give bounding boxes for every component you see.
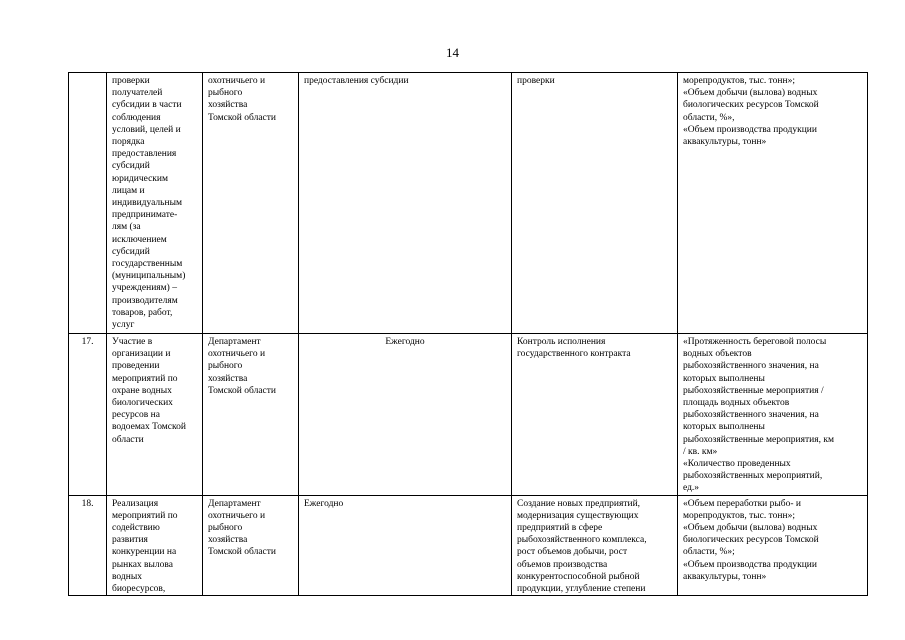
cell-text-line: Создание новых предприятий, xyxy=(517,498,641,509)
cell-text-line: которых выполнены xyxy=(683,422,765,433)
table-row xyxy=(69,495,868,596)
cell-text-line: (муниципальным) xyxy=(112,271,186,282)
cell-text-line: развития xyxy=(112,535,148,546)
result-cell xyxy=(512,73,678,334)
cell-text-line: Томской области xyxy=(208,547,276,558)
row-number-cell: 18. xyxy=(69,495,107,596)
cell-text-line: предоставления xyxy=(112,149,177,160)
table-row xyxy=(69,334,868,496)
cell-text-line: рыбохозяйственные мероприятия / xyxy=(683,385,824,396)
cell-text-line: юридическим xyxy=(112,173,169,184)
cell-text-line: исключением xyxy=(112,234,167,245)
cell-text-line: ед.» xyxy=(683,483,700,494)
cell-text-line: водных объектов xyxy=(683,349,752,360)
cell-text-line: Ежегодно xyxy=(304,498,344,509)
cell-text-line: Ежегодно xyxy=(385,337,425,347)
cell-text-line: биологических xyxy=(112,398,173,409)
cell-text-line: хозяйства xyxy=(208,373,248,384)
task-cell xyxy=(107,334,203,496)
cell-text-line: рост объемов добычи, рост xyxy=(517,547,628,558)
cell-text-line: хозяйства xyxy=(208,535,248,546)
cell-text-line: ресурсов на xyxy=(112,410,160,421)
cell-text-line: порядка xyxy=(112,137,145,148)
cell-text-line: проверки xyxy=(517,76,555,86)
cell-text-line: водоемах Томской xyxy=(112,422,186,433)
cell-text-line: государственного контракта xyxy=(517,349,631,360)
cell-text-line: биоресурсов, xyxy=(112,584,166,595)
cell-text-line: предпринимате- xyxy=(112,210,178,221)
cell-text-line: морепродуктов, тыс. тонн»; xyxy=(683,510,795,521)
cell-text-line: лицам и xyxy=(112,185,145,196)
task-cell xyxy=(107,495,203,596)
cell-text-line: субсидии в части xyxy=(112,100,182,111)
cell-text-line: товаров, работ, xyxy=(112,307,173,318)
indicators-cell xyxy=(678,73,868,334)
cell-text-line: продукции, углубление степени xyxy=(517,584,646,595)
cell-text-line: области xyxy=(112,434,144,445)
cell-text-line: Департамент xyxy=(208,498,261,509)
cell-text-line: водных xyxy=(112,571,142,582)
cell-text-line: «Объем переработки рыбо- и xyxy=(683,498,801,509)
cell-text-line: Участие в xyxy=(112,337,153,347)
cell-text-line: государственным xyxy=(112,259,183,270)
result-cell xyxy=(512,495,678,596)
cell-text-line: субсидий xyxy=(112,161,150,172)
cell-text-line: площадь водных объектов xyxy=(683,398,790,409)
cell-text-line: аквакультуры, тонн» xyxy=(683,571,767,582)
cell-text-line: охотничьего и xyxy=(208,76,266,86)
cell-text-line: предприятий в сфере xyxy=(517,523,603,534)
cell-text-line: рыбного xyxy=(208,523,243,534)
cell-text-line: аквакультуры, тонн» xyxy=(683,137,767,148)
cell-text-line: Департамент xyxy=(208,337,261,347)
measures-table xyxy=(68,72,868,596)
cell-text-line: биологических ресурсов Томской xyxy=(683,100,819,111)
cell-text-line: «Объем добычи (вылова) водных xyxy=(683,88,818,99)
cell-text-line: хозяйства xyxy=(208,100,248,111)
cell-text-line: проверки xyxy=(112,76,150,86)
cell-text-line: «Объем производства продукции xyxy=(683,124,817,135)
cell-text-line: предоставления субсидии xyxy=(304,76,409,86)
cell-text-line: рынках вылова xyxy=(112,559,173,570)
cell-text-line: организации и xyxy=(112,349,171,360)
cell-text-line: / кв. км» xyxy=(683,446,718,457)
cell-text-line: содействию xyxy=(112,523,160,534)
term-cell xyxy=(299,73,512,334)
term-cell xyxy=(299,334,512,496)
cell-text-line: рыбного xyxy=(208,88,243,99)
executor-cell xyxy=(203,334,299,496)
cell-text-line: рыбохозяйственных мероприятий, xyxy=(683,471,823,482)
table-row xyxy=(69,73,868,334)
cell-text-line: модернизация существующих xyxy=(517,510,639,521)
row-number-cell: 17. xyxy=(69,334,107,496)
cell-text-line: мероприятий по xyxy=(112,510,178,521)
cell-text-line: охотничьего и xyxy=(208,349,266,360)
cell-text-line: биологических ресурсов Томской xyxy=(683,535,819,546)
cell-text-line: проведении xyxy=(112,361,160,372)
cell-text-line: которых выполнены xyxy=(683,373,765,384)
cell-text-line: рыбохозяйственные мероприятия, км xyxy=(683,434,834,445)
cell-text-line: рыбохозяйственного значения, на xyxy=(683,410,819,421)
executor-cell xyxy=(203,73,299,334)
indicators-cell xyxy=(678,495,868,596)
cell-text-line: области, %»; xyxy=(683,547,735,558)
cell-text-line: «Объем добычи (вылова) водных xyxy=(683,523,818,534)
cell-text-line: морепродуктов, тыс. тонн»; xyxy=(683,76,795,86)
cell-text-line: охране водных xyxy=(112,385,172,396)
row-number-cell xyxy=(69,73,107,334)
cell-text-line: соблюдения xyxy=(112,112,161,123)
cell-text-line: области, %», xyxy=(683,112,735,123)
indicators-cell xyxy=(678,334,868,496)
cell-text-line: Томской области xyxy=(208,385,276,396)
cell-text-line: получателей xyxy=(112,88,163,99)
cell-text-line: субсидий xyxy=(112,246,150,257)
cell-text-line: условий, целей и xyxy=(112,124,181,135)
cell-text-line: охотничьего и xyxy=(208,510,266,521)
cell-text-line: учреждениям) – xyxy=(112,283,177,294)
executor-cell xyxy=(203,495,299,596)
cell-text-line: индивидуальным xyxy=(112,198,182,209)
cell-text-line: производителям xyxy=(112,295,178,306)
cell-text-line: рыбохозяйственного комплекса, xyxy=(517,535,647,546)
cell-text-line: «Количество проведенных xyxy=(683,459,791,470)
cell-text-line: Томской области xyxy=(208,112,276,123)
cell-text-line: Контроль исполнения xyxy=(517,337,606,347)
cell-text-line: «Объем производства продукции xyxy=(683,559,817,570)
page-number: 14 xyxy=(446,45,459,60)
cell-text-line: мероприятий по xyxy=(112,373,178,384)
term-cell xyxy=(299,495,512,596)
cell-text-line: рыбохозяйственного значения, на xyxy=(683,361,819,372)
cell-text-line: услуг xyxy=(112,320,135,331)
cell-text-line: конкуренции на xyxy=(112,547,177,558)
result-cell xyxy=(512,334,678,496)
cell-text-line: объемов производства xyxy=(517,559,608,570)
cell-text-line: лям (за xyxy=(112,222,141,233)
cell-text-line: Реализация xyxy=(112,498,159,509)
cell-text-line: конкурентоспособной рыбной xyxy=(517,571,640,582)
task-cell xyxy=(107,73,203,334)
cell-text-line: рыбного xyxy=(208,361,243,372)
cell-text-line: «Протяженность береговой полосы xyxy=(683,337,827,347)
